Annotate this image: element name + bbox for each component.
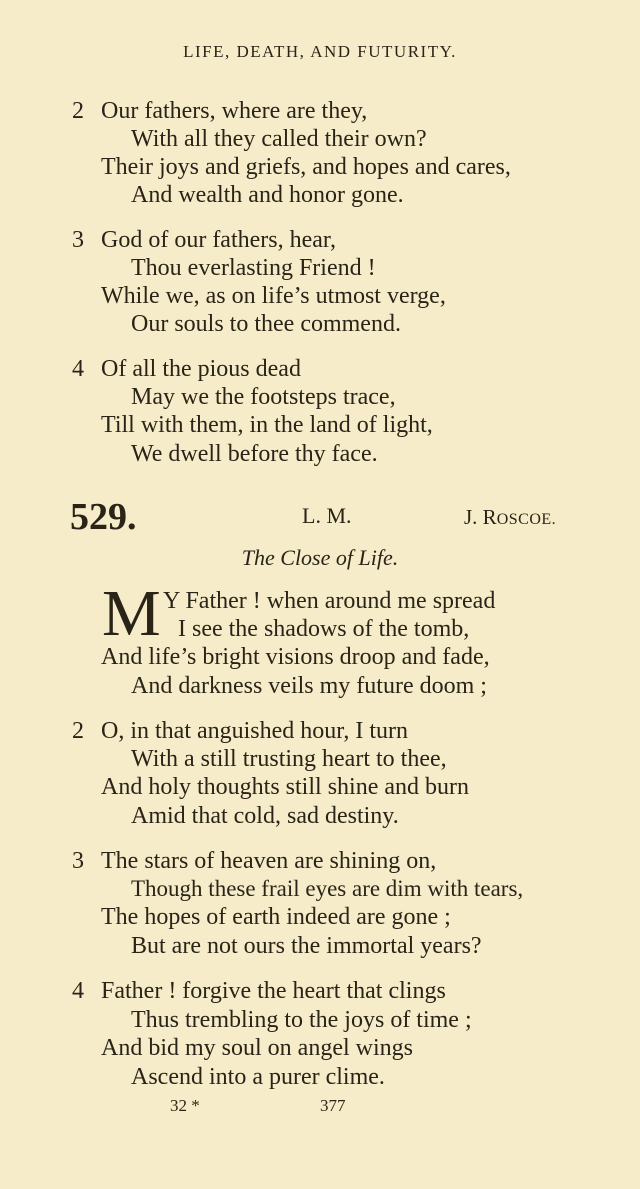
stanza-number: 3 — [72, 848, 84, 874]
verse-line: Though these frail eyes are dim with tears, — [131, 876, 524, 901]
verse-line: O, in that anguished hour, I turn — [101, 718, 408, 744]
verse-line: And holy thoughts still shine and burn — [101, 774, 469, 800]
verse-line: Thou everlasting Friend ! — [131, 255, 376, 281]
drop-cap: M — [102, 577, 161, 650]
page-number: 377 — [320, 1096, 346, 1115]
stanza-number: 2 — [72, 98, 84, 124]
verse-line: But are not ours the immortal years? — [131, 933, 482, 959]
running-head: LIFE, DEATH, AND FUTURITY. — [183, 42, 457, 61]
verse-line: Their joys and griefs, and hopes and cares, — [101, 154, 511, 180]
verse-line: I see the shadows of the tomb, — [178, 616, 470, 642]
verse-line: Father ! forgive the heart that clings — [101, 978, 446, 1004]
verse-line: Of all the pious dead — [101, 356, 301, 382]
verse-line: While we, as on life’s utmost verge, — [101, 283, 446, 309]
signature-mark: 32 * — [170, 1096, 200, 1115]
verse-line: And life’s bright visions droop and fade, — [101, 644, 490, 670]
verse-line: Our fathers, where are they, — [101, 98, 368, 124]
hymn-author — [464, 505, 556, 530]
verse-line: The hopes of earth indeed are gone ; — [101, 904, 451, 930]
verse-line: May we the footsteps trace, — [131, 384, 396, 410]
verse-line: Y Father ! when around me spread — [163, 588, 496, 614]
verse-line: Thus trembling to the joys of time ; — [131, 1007, 472, 1033]
stanza-number: 3 — [72, 227, 84, 253]
verse-line: Our souls to thee commend. — [131, 311, 401, 337]
verse-line: The stars of heaven are shining on, — [101, 848, 437, 874]
verse-line: We dwell before thy face. — [131, 441, 378, 467]
hymn-title: The Close of Life. — [241, 545, 399, 570]
hymn-number: 529. — [70, 496, 137, 538]
stanza-number: 2 — [72, 718, 84, 744]
verse-line: And wealth and honor gone. — [131, 182, 404, 208]
stanza-number: 4 — [72, 978, 84, 1004]
verse-line: God of our fathers, hear, — [101, 227, 336, 253]
verse-line: Ascend into a purer clime. — [131, 1064, 385, 1090]
author-surname-rest: OSCOE. — [496, 511, 557, 528]
stanza-number: 4 — [72, 356, 84, 382]
verse-line: Till with them, in the land of light, — [101, 412, 433, 438]
author-initial: J. R — [464, 505, 497, 529]
verse-line: And darkness veils my future doom ; — [131, 673, 487, 699]
verse-line: Amid that cold, sad destiny. — [131, 803, 399, 829]
verse-line: With a still trusting heart to thee, — [131, 746, 447, 772]
verse-line: And bid my soul on angel wings — [101, 1035, 413, 1061]
verse-line: With all they called their own? — [131, 126, 427, 152]
hymn-meter: L. M. — [302, 503, 352, 528]
